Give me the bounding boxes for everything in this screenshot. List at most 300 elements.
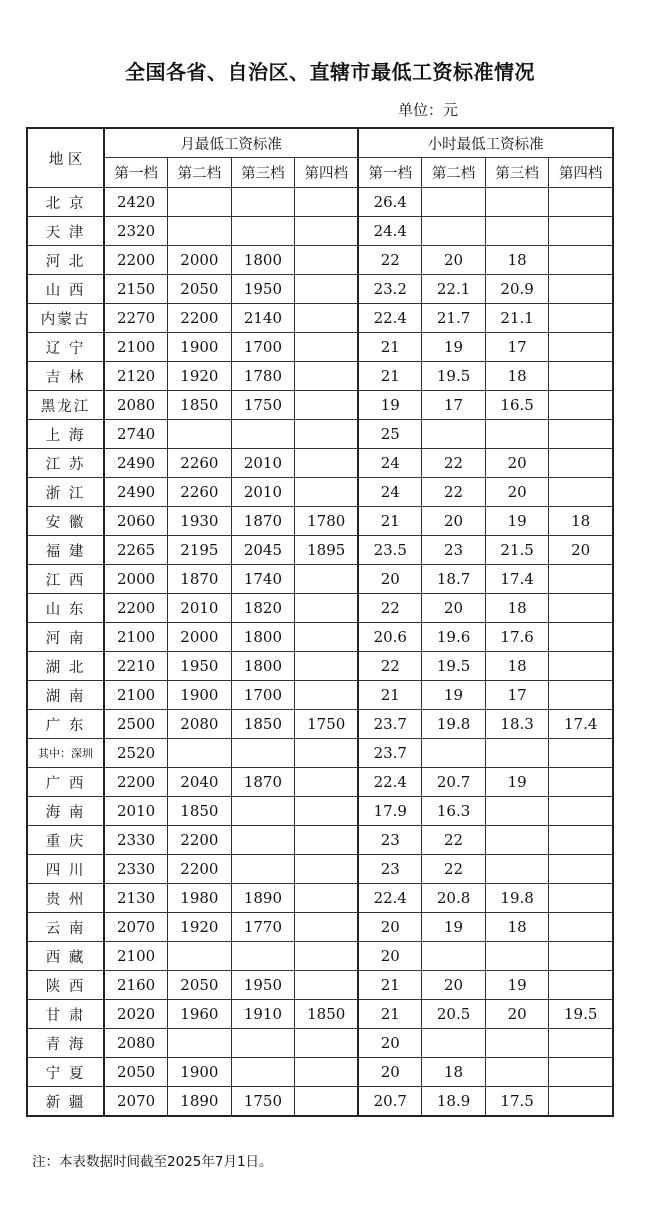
- hourly-tier-1-cell: 25: [358, 420, 422, 449]
- monthly-tier-3-cell: 1740: [231, 565, 295, 594]
- hourly-tier-3-cell: [485, 420, 549, 449]
- hourly-tier-4-cell: [549, 739, 613, 768]
- monthly-tier-2-cell: 2200: [168, 855, 232, 884]
- monthly-tier-2-cell: 1920: [168, 913, 232, 942]
- hourly-tier-2-cell: 23: [422, 536, 486, 565]
- region-cell: 福 建: [27, 536, 104, 565]
- region-cell: 湖 南: [27, 681, 104, 710]
- hourly-tier-1-cell: 20: [358, 1058, 422, 1087]
- table-row: [27, 420, 613, 449]
- table-row: [27, 188, 613, 217]
- hourly-tier-4-cell: [549, 942, 613, 971]
- monthly-tier-3-cell: 1870: [231, 768, 295, 797]
- hourly-tier-2-cell: 22: [422, 855, 486, 884]
- monthly-tier-2-cell: 2010: [168, 594, 232, 623]
- monthly-tier-2-cell: 1960: [168, 1000, 232, 1029]
- hourly-tier-4-cell: 18: [549, 507, 613, 536]
- hourly-tier-4-cell: [549, 681, 613, 710]
- hourly-tier-1-cell: 21: [358, 1000, 422, 1029]
- table-row: [27, 391, 613, 420]
- hourly-tier-4-cell: [549, 826, 613, 855]
- monthly-tier-4-cell: [295, 652, 359, 681]
- hourly-tier-3-cell: 18: [485, 362, 549, 391]
- monthly-tier-4-cell: 1780: [295, 507, 359, 536]
- hourly-tier-3-cell: 17: [485, 333, 549, 362]
- hourly-tier-1-cell: 17.9: [358, 797, 422, 826]
- monthly-tier-1-cell: 2150: [104, 275, 168, 304]
- footnote: 注：本表数据时间截至2025年7月1日。: [32, 1154, 273, 1170]
- monthly-tier-2-cell: 1890: [168, 1087, 232, 1117]
- hourly-tier-1-cell: 20: [358, 1029, 422, 1058]
- hourly-tier-4-cell: [549, 1087, 613, 1117]
- monthly-tier-3-cell: [231, 217, 295, 246]
- monthly-tier-4-cell: [295, 884, 359, 913]
- monthly-tier-3-cell: 1910: [231, 1000, 295, 1029]
- hourly-tier-2-cell: 19.6: [422, 623, 486, 652]
- header-monthly: 月最低工资标准: [104, 128, 358, 158]
- header-hourly-tier-2: 第二档: [422, 158, 486, 188]
- hourly-tier-2-cell: 20: [422, 246, 486, 275]
- hourly-tier-1-cell: 22: [358, 594, 422, 623]
- hourly-tier-1-cell: 23: [358, 855, 422, 884]
- monthly-tier-4-cell: [295, 681, 359, 710]
- monthly-tier-4-cell: [295, 623, 359, 652]
- hourly-tier-2-cell: 22: [422, 449, 486, 478]
- monthly-tier-4-cell: [295, 304, 359, 333]
- monthly-tier-4-cell: [295, 362, 359, 391]
- hourly-tier-2-cell: 17: [422, 391, 486, 420]
- monthly-tier-4-cell: [295, 1058, 359, 1087]
- hourly-tier-4-cell: [549, 913, 613, 942]
- hourly-tier-1-cell: 23.7: [358, 710, 422, 739]
- hourly-tier-1-cell: 20.6: [358, 623, 422, 652]
- region-cell: 广 西: [27, 768, 104, 797]
- monthly-tier-4-cell: [295, 478, 359, 507]
- table-row: [27, 884, 613, 913]
- table-row: [27, 333, 613, 362]
- monthly-tier-3-cell: 1890: [231, 884, 295, 913]
- monthly-tier-4-cell: [295, 333, 359, 362]
- monthly-tier-4-cell: [295, 1087, 359, 1117]
- hourly-tier-3-cell: 18: [485, 594, 549, 623]
- monthly-tier-3-cell: 1800: [231, 623, 295, 652]
- table-body: [27, 188, 613, 1117]
- monthly-tier-4-cell: [295, 942, 359, 971]
- hourly-tier-1-cell: 20: [358, 942, 422, 971]
- hourly-tier-1-cell: 21: [358, 507, 422, 536]
- hourly-tier-4-cell: [549, 855, 613, 884]
- monthly-tier-1-cell: 2500: [104, 710, 168, 739]
- monthly-tier-2-cell: 2260: [168, 478, 232, 507]
- hourly-tier-3-cell: [485, 1029, 549, 1058]
- table-row: [27, 246, 613, 275]
- table-row: [27, 1058, 613, 1087]
- monthly-tier-1-cell: 2265: [104, 536, 168, 565]
- hourly-tier-4-cell: [549, 1029, 613, 1058]
- header-monthly-tier-2: 第二档: [168, 158, 232, 188]
- unit-label: 单位：元: [398, 101, 459, 119]
- monthly-tier-1-cell: 2520: [104, 739, 168, 768]
- monthly-tier-2-cell: 1900: [168, 681, 232, 710]
- monthly-tier-2-cell: 1850: [168, 391, 232, 420]
- hourly-tier-4-cell: [549, 449, 613, 478]
- region-cell: 安 徽: [27, 507, 104, 536]
- monthly-tier-3-cell: [231, 739, 295, 768]
- hourly-tier-3-cell: 18: [485, 652, 549, 681]
- hourly-tier-2-cell: 19: [422, 333, 486, 362]
- monthly-tier-3-cell: 2140: [231, 304, 295, 333]
- hourly-tier-2-cell: [422, 188, 486, 217]
- region-cell: 甘 肃: [27, 1000, 104, 1029]
- hourly-tier-2-cell: 18.9: [422, 1087, 486, 1117]
- region-cell: 河 南: [27, 623, 104, 652]
- table-row: [27, 623, 613, 652]
- region-cell: 江 苏: [27, 449, 104, 478]
- hourly-tier-1-cell: 20: [358, 913, 422, 942]
- hourly-tier-4-cell: [549, 623, 613, 652]
- hourly-tier-3-cell: [485, 739, 549, 768]
- monthly-tier-2-cell: [168, 217, 232, 246]
- table-row: [27, 478, 613, 507]
- hourly-tier-1-cell: 24: [358, 449, 422, 478]
- monthly-tier-1-cell: 2740: [104, 420, 168, 449]
- monthly-tier-4-cell: [295, 1029, 359, 1058]
- monthly-tier-4-cell: [295, 188, 359, 217]
- region-cell: 北 京: [27, 188, 104, 217]
- hourly-tier-1-cell: 21: [358, 362, 422, 391]
- table-row: [27, 1029, 613, 1058]
- hourly-tier-3-cell: 20: [485, 478, 549, 507]
- hourly-tier-3-cell: 21.5: [485, 536, 549, 565]
- table-row: [27, 449, 613, 478]
- monthly-tier-1-cell: 2020: [104, 1000, 168, 1029]
- hourly-tier-3-cell: [485, 826, 549, 855]
- region-cell: 陕 西: [27, 971, 104, 1000]
- hourly-tier-4-cell: [549, 971, 613, 1000]
- hourly-tier-1-cell: 20: [358, 565, 422, 594]
- table-row: [27, 275, 613, 304]
- hourly-tier-3-cell: [485, 217, 549, 246]
- min-wage-table: [26, 127, 614, 1117]
- hourly-tier-2-cell: 18: [422, 1058, 486, 1087]
- hourly-tier-3-cell: 18: [485, 913, 549, 942]
- header-hourly-tier-1: 第一档: [358, 158, 422, 188]
- hourly-tier-2-cell: [422, 942, 486, 971]
- hourly-tier-4-cell: [549, 275, 613, 304]
- table-row: [27, 797, 613, 826]
- region-cell: 浙 江: [27, 478, 104, 507]
- table-row: [27, 304, 613, 333]
- monthly-tier-4-cell: [295, 449, 359, 478]
- hourly-tier-3-cell: 18.3: [485, 710, 549, 739]
- hourly-tier-3-cell: [485, 797, 549, 826]
- monthly-tier-4-cell: [295, 797, 359, 826]
- hourly-tier-4-cell: [549, 391, 613, 420]
- region-cell: 内蒙古: [27, 304, 104, 333]
- monthly-tier-3-cell: [231, 188, 295, 217]
- monthly-tier-3-cell: 1850: [231, 710, 295, 739]
- hourly-tier-1-cell: 22.4: [358, 768, 422, 797]
- monthly-tier-2-cell: 1920: [168, 362, 232, 391]
- monthly-tier-2-cell: 2050: [168, 971, 232, 1000]
- monthly-tier-3-cell: [231, 1058, 295, 1087]
- monthly-tier-2-cell: [168, 739, 232, 768]
- hourly-tier-1-cell: 22: [358, 246, 422, 275]
- hourly-tier-3-cell: 21.1: [485, 304, 549, 333]
- hourly-tier-3-cell: 17: [485, 681, 549, 710]
- monthly-tier-4-cell: [295, 971, 359, 1000]
- monthly-tier-2-cell: 2260: [168, 449, 232, 478]
- monthly-tier-1-cell: 2420: [104, 188, 168, 217]
- monthly-tier-3-cell: 1750: [231, 391, 295, 420]
- table-row: [27, 536, 613, 565]
- monthly-tier-2-cell: 1900: [168, 1058, 232, 1087]
- hourly-tier-3-cell: 20.9: [485, 275, 549, 304]
- monthly-tier-1-cell: 2060: [104, 507, 168, 536]
- region-cell: 山 西: [27, 275, 104, 304]
- hourly-tier-2-cell: 22.1: [422, 275, 486, 304]
- monthly-tier-2-cell: 2040: [168, 768, 232, 797]
- hourly-tier-3-cell: 16.5: [485, 391, 549, 420]
- table-row: [27, 217, 613, 246]
- hourly-tier-4-cell: [549, 565, 613, 594]
- monthly-tier-2-cell: 1950: [168, 652, 232, 681]
- table-row: [27, 971, 613, 1000]
- hourly-tier-2-cell: [422, 1029, 486, 1058]
- monthly-tier-2-cell: 1870: [168, 565, 232, 594]
- region-cell: 天 津: [27, 217, 104, 246]
- hourly-tier-4-cell: [549, 246, 613, 275]
- monthly-tier-2-cell: [168, 1029, 232, 1058]
- monthly-tier-2-cell: 1930: [168, 507, 232, 536]
- monthly-tier-1-cell: 2100: [104, 942, 168, 971]
- monthly-tier-4-cell: [295, 565, 359, 594]
- monthly-tier-3-cell: 1820: [231, 594, 295, 623]
- hourly-tier-4-cell: 17.4: [549, 710, 613, 739]
- hourly-tier-3-cell: 19: [485, 507, 549, 536]
- hourly-tier-2-cell: 20: [422, 971, 486, 1000]
- region-cell: 黑龙江: [27, 391, 104, 420]
- monthly-tier-4-cell: [295, 855, 359, 884]
- hourly-tier-2-cell: 21.7: [422, 304, 486, 333]
- monthly-tier-1-cell: 2000: [104, 565, 168, 594]
- hourly-tier-4-cell: [549, 594, 613, 623]
- hourly-tier-2-cell: [422, 739, 486, 768]
- monthly-tier-1-cell: 2100: [104, 623, 168, 652]
- table-row: [27, 681, 613, 710]
- monthly-tier-1-cell: 2330: [104, 826, 168, 855]
- hourly-tier-1-cell: 23.2: [358, 275, 422, 304]
- page-title: 全国各省、自治区、直辖市最低工资标准情况: [125, 60, 535, 84]
- monthly-tier-2-cell: 2200: [168, 826, 232, 855]
- monthly-tier-3-cell: 1780: [231, 362, 295, 391]
- monthly-tier-3-cell: 1750: [231, 1087, 295, 1117]
- hourly-tier-2-cell: 19: [422, 913, 486, 942]
- monthly-tier-1-cell: 2200: [104, 768, 168, 797]
- hourly-tier-2-cell: 22: [422, 478, 486, 507]
- table-row: [27, 594, 613, 623]
- hourly-tier-4-cell: [549, 304, 613, 333]
- monthly-tier-3-cell: [231, 826, 295, 855]
- header-region: 地 区: [27, 128, 104, 188]
- monthly-tier-3-cell: [231, 420, 295, 449]
- hourly-tier-3-cell: 17.5: [485, 1087, 549, 1117]
- header-hourly: 小时最低工资标准: [358, 128, 613, 158]
- region-cell: 宁 夏: [27, 1058, 104, 1087]
- monthly-tier-3-cell: 2045: [231, 536, 295, 565]
- hourly-tier-4-cell: [549, 478, 613, 507]
- monthly-tier-1-cell: 2050: [104, 1058, 168, 1087]
- monthly-tier-3-cell: 1770: [231, 913, 295, 942]
- hourly-tier-1-cell: 21: [358, 333, 422, 362]
- hourly-tier-1-cell: 26.4: [358, 188, 422, 217]
- region-cell: 云 南: [27, 913, 104, 942]
- hourly-tier-2-cell: 20.5: [422, 1000, 486, 1029]
- monthly-tier-2-cell: 1850: [168, 797, 232, 826]
- hourly-tier-3-cell: [485, 942, 549, 971]
- monthly-tier-2-cell: 2080: [168, 710, 232, 739]
- table-row: [27, 739, 613, 768]
- monthly-tier-4-cell: [295, 768, 359, 797]
- monthly-tier-1-cell: 2010: [104, 797, 168, 826]
- hourly-tier-2-cell: 20: [422, 594, 486, 623]
- monthly-tier-3-cell: 2010: [231, 478, 295, 507]
- table-row: [27, 507, 613, 536]
- hourly-tier-3-cell: 20: [485, 449, 549, 478]
- monthly-tier-4-cell: [295, 594, 359, 623]
- monthly-tier-3-cell: 2010: [231, 449, 295, 478]
- hourly-tier-1-cell: 24: [358, 478, 422, 507]
- monthly-tier-2-cell: 1900: [168, 333, 232, 362]
- hourly-tier-4-cell: 20: [549, 536, 613, 565]
- hourly-tier-1-cell: 19: [358, 391, 422, 420]
- hourly-tier-2-cell: 19.5: [422, 362, 486, 391]
- monthly-tier-1-cell: 2070: [104, 1087, 168, 1117]
- monthly-tier-1-cell: 2200: [104, 594, 168, 623]
- hourly-tier-1-cell: 21: [358, 971, 422, 1000]
- monthly-tier-2-cell: 2195: [168, 536, 232, 565]
- hourly-tier-1-cell: 23.7: [358, 739, 422, 768]
- monthly-tier-2-cell: 2200: [168, 304, 232, 333]
- monthly-tier-2-cell: 2050: [168, 275, 232, 304]
- hourly-tier-2-cell: [422, 420, 486, 449]
- hourly-tier-1-cell: 22.4: [358, 304, 422, 333]
- monthly-tier-2-cell: 2000: [168, 623, 232, 652]
- hourly-tier-2-cell: 19.5: [422, 652, 486, 681]
- hourly-tier-2-cell: 20: [422, 507, 486, 536]
- monthly-tier-1-cell: 2490: [104, 478, 168, 507]
- hourly-tier-3-cell: [485, 1058, 549, 1087]
- monthly-tier-2-cell: 2000: [168, 246, 232, 275]
- monthly-tier-1-cell: 2070: [104, 913, 168, 942]
- header-monthly-tier-3: 第三档: [231, 158, 295, 188]
- monthly-tier-2-cell: 1980: [168, 884, 232, 913]
- table-row: [27, 913, 613, 942]
- hourly-tier-3-cell: [485, 855, 549, 884]
- header-hourly-tier-4: 第四档: [549, 158, 613, 188]
- region-cell: 吉 林: [27, 362, 104, 391]
- region-cell: 西 藏: [27, 942, 104, 971]
- monthly-tier-1-cell: 2100: [104, 333, 168, 362]
- hourly-tier-1-cell: 22: [358, 652, 422, 681]
- hourly-tier-4-cell: [549, 768, 613, 797]
- monthly-tier-1-cell: 2120: [104, 362, 168, 391]
- hourly-tier-4-cell: [549, 362, 613, 391]
- monthly-tier-1-cell: 2130: [104, 884, 168, 913]
- monthly-tier-1-cell: 2270: [104, 304, 168, 333]
- region-cell: 青 海: [27, 1029, 104, 1058]
- monthly-tier-4-cell: [295, 217, 359, 246]
- header-monthly-tier-4: 第四档: [295, 158, 359, 188]
- monthly-tier-3-cell: 1800: [231, 652, 295, 681]
- monthly-tier-3-cell: 1700: [231, 681, 295, 710]
- monthly-tier-1-cell: 2100: [104, 681, 168, 710]
- region-cell: 广 东: [27, 710, 104, 739]
- monthly-tier-4-cell: [295, 913, 359, 942]
- monthly-tier-4-cell: [295, 826, 359, 855]
- monthly-tier-1-cell: 2200: [104, 246, 168, 275]
- region-cell: 重 庆: [27, 826, 104, 855]
- hourly-tier-1-cell: 23: [358, 826, 422, 855]
- hourly-tier-2-cell: 20.7: [422, 768, 486, 797]
- monthly-tier-4-cell: [295, 391, 359, 420]
- monthly-tier-2-cell: [168, 188, 232, 217]
- hourly-tier-2-cell: 16.3: [422, 797, 486, 826]
- hourly-tier-4-cell: [549, 1058, 613, 1087]
- monthly-tier-4-cell: [295, 246, 359, 275]
- monthly-tier-4-cell: 1750: [295, 710, 359, 739]
- monthly-tier-4-cell: [295, 739, 359, 768]
- hourly-tier-4-cell: 19.5: [549, 1000, 613, 1029]
- hourly-tier-2-cell: 20.8: [422, 884, 486, 913]
- hourly-tier-3-cell: 17.4: [485, 565, 549, 594]
- hourly-tier-1-cell: 24.4: [358, 217, 422, 246]
- monthly-tier-1-cell: 2080: [104, 1029, 168, 1058]
- hourly-tier-2-cell: 19: [422, 681, 486, 710]
- monthly-tier-1-cell: 2330: [104, 855, 168, 884]
- hourly-tier-3-cell: 17.6: [485, 623, 549, 652]
- hourly-tier-2-cell: 22: [422, 826, 486, 855]
- hourly-tier-4-cell: [549, 188, 613, 217]
- table-row: [27, 652, 613, 681]
- hourly-tier-2-cell: 19.8: [422, 710, 486, 739]
- monthly-tier-2-cell: [168, 420, 232, 449]
- table-row: [27, 768, 613, 797]
- monthly-tier-1-cell: 2210: [104, 652, 168, 681]
- hourly-tier-1-cell: 21: [358, 681, 422, 710]
- hourly-tier-3-cell: 20: [485, 1000, 549, 1029]
- monthly-tier-3-cell: 1870: [231, 507, 295, 536]
- monthly-tier-1-cell: 2160: [104, 971, 168, 1000]
- table-row: [27, 1087, 613, 1117]
- hourly-tier-4-cell: [549, 420, 613, 449]
- monthly-tier-4-cell: [295, 275, 359, 304]
- header-hourly-tier-3: 第三档: [485, 158, 549, 188]
- region-cell: 上 海: [27, 420, 104, 449]
- monthly-tier-3-cell: 1800: [231, 246, 295, 275]
- region-cell: 海 南: [27, 797, 104, 826]
- monthly-tier-3-cell: 1700: [231, 333, 295, 362]
- table-row: [27, 710, 613, 739]
- hourly-tier-1-cell: 20.7: [358, 1087, 422, 1117]
- monthly-tier-4-cell: 1850: [295, 1000, 359, 1029]
- hourly-tier-3-cell: 19.8: [485, 884, 549, 913]
- table-row: [27, 942, 613, 971]
- table-row: [27, 826, 613, 855]
- table-row: [27, 362, 613, 391]
- monthly-tier-3-cell: 1950: [231, 971, 295, 1000]
- header-monthly-tier-1: 第一档: [104, 158, 168, 188]
